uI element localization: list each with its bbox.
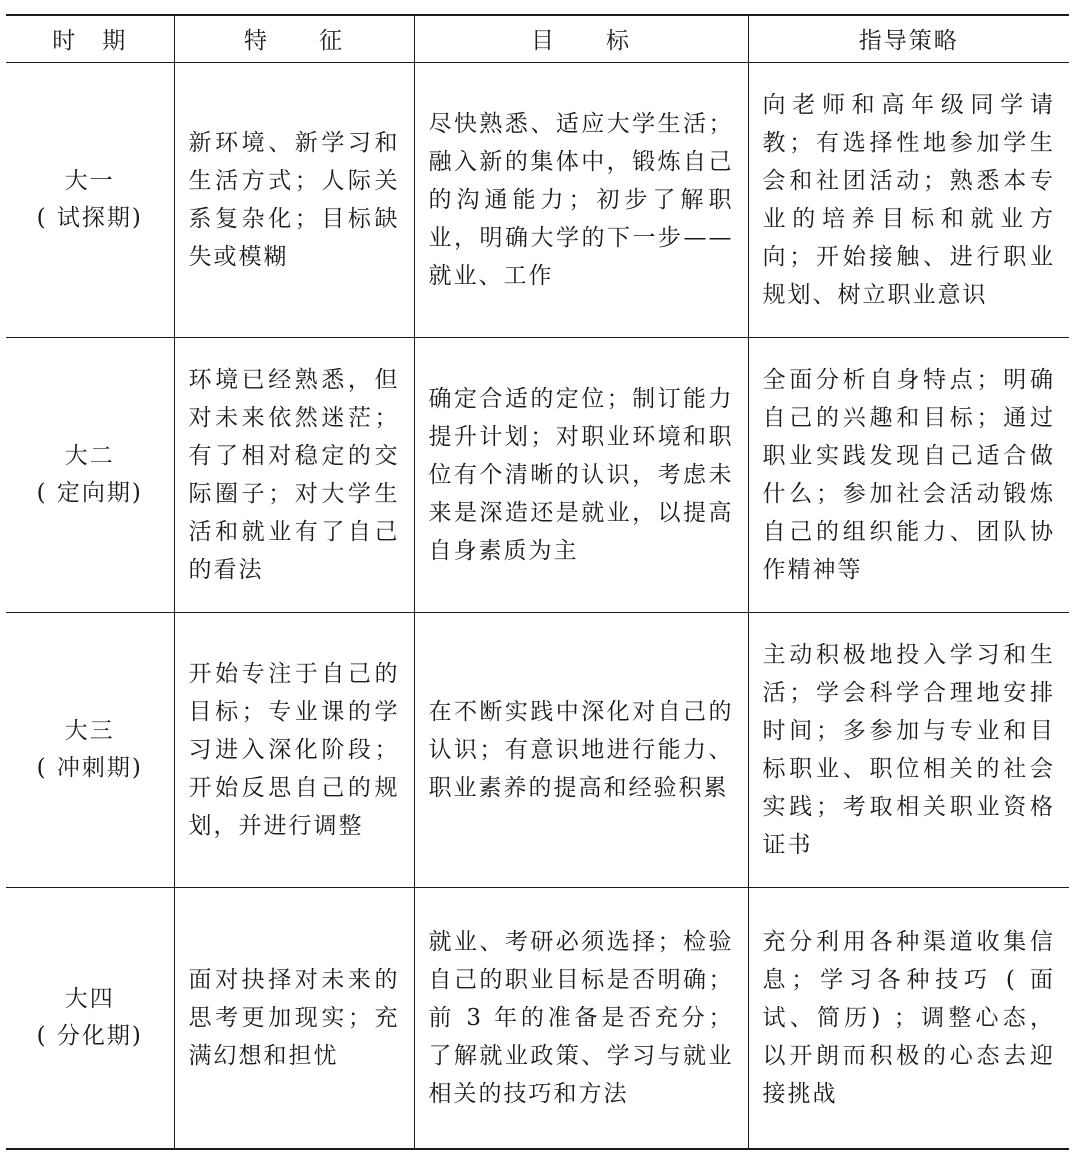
strategy-cell: 主动积极地投入学习和生活；学会科学合理地安排时间；多参加与专业和目标职业、职位相关的社会实践；考取相关职业资格证书 <box>748 612 1069 887</box>
period-name: 大一 <box>64 167 115 194</box>
strategy-cell: 充分利用各种渠道收集信息；学习各种技巧 ( 面试、简历) ；调整心态，以开朗而积极的心态去迎接挑战 <box>748 887 1069 1149</box>
goals-cell: 就业、考研必须选择；检验自己的职业目标是否明确；前 3 年的准备是否充分；了解就业政策、学习与就业相关的技巧和方法 <box>414 887 748 1149</box>
features-cell: 开始专注于自己的目标；专业课的学习进入深化阶段；开始反思自己的规划，并进行调整 <box>174 612 414 887</box>
career-planning-table <box>6 14 1069 1150</box>
table-row <box>6 887 1069 1149</box>
features-cell: 环境已经熟悉，但对未来依然迷茫；有了相对稳定的交际圈子；对大学生活和就业有了自己的看法 <box>174 337 414 612</box>
period-subtitle: ( 定向期) <box>36 479 143 506</box>
table-row <box>6 612 1069 887</box>
period-subtitle: ( 分化期) <box>36 1022 143 1049</box>
table-row <box>6 62 1069 337</box>
period-cell <box>6 887 174 1149</box>
strategy-cell: 向老师和高年级同学请教；有选择性地参加学生会和社团活动；熟悉本专业的培养目标和就业方向；开始接触、进行职业规划、树立职业意识 <box>748 62 1069 337</box>
period-subtitle: ( 试探期) <box>36 204 143 231</box>
goals-cell: 在不断实践中深化对自己的认识；有意识地进行能力、职业素养的提高和经验积累 <box>414 612 748 887</box>
period-cell <box>6 337 174 612</box>
goals-cell: 确定合适的定位；制订能力提升计划；对职业环境和职位有个清晰的认识，考虑未来是深造还是就业，以提高自身素质为主 <box>414 337 748 612</box>
period-subtitle: ( 冲刺期) <box>36 754 143 781</box>
header-strategy: 指导策略 <box>748 15 1069 62</box>
header-goals: 目 标 <box>414 15 748 62</box>
goals-cell: 尽快熟悉、适应大学生活；融入新的集体中，锻炼自己的沟通能力；初步了解职业，明确大学的下一步——就业、工作 <box>414 62 748 337</box>
career-planning-table-container <box>6 14 1069 1150</box>
period-name: 大三 <box>64 717 115 744</box>
period-name: 大二 <box>64 442 115 469</box>
features-cell: 新环境、新学习和生活方式；人际关系复杂化；目标缺失或模糊 <box>174 62 414 337</box>
table-row <box>6 337 1069 612</box>
header-features: 特 征 <box>174 15 414 62</box>
strategy-cell: 全面分析自身特点；明确自己的兴趣和目标；通过职业实践发现自己适合做什么；参加社会活动锻炼自己的组织能力、团队协作精神等 <box>748 337 1069 612</box>
features-cell: 面对抉择对未来的思考更加现实；充满幻想和担忧 <box>174 887 414 1149</box>
period-cell <box>6 612 174 887</box>
period-name: 大四 <box>64 985 115 1012</box>
header-period: 时 期 <box>6 15 174 62</box>
period-cell <box>6 62 174 337</box>
table-header-row <box>6 15 1069 62</box>
